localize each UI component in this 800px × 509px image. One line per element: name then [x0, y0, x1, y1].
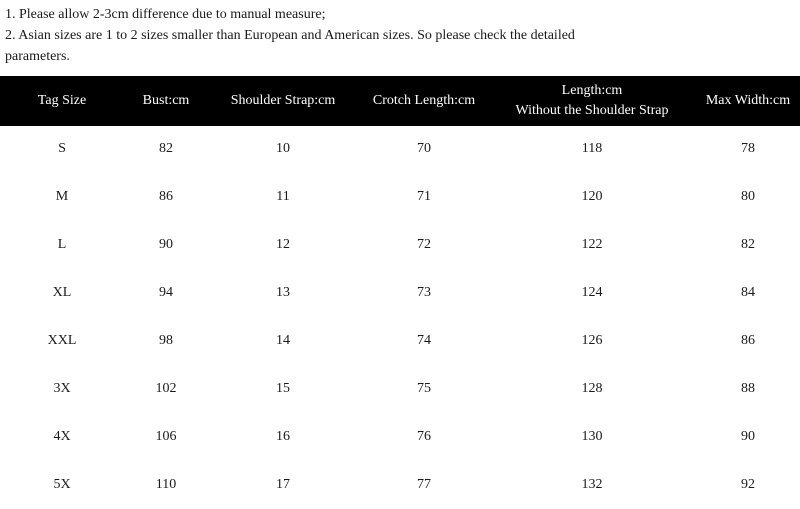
- cell-max-width: 90: [741, 429, 755, 444]
- table-row: [0, 317, 800, 365]
- note-line-2: 2. Asian sizes are 1 to 2 sizes smaller than European and American sizes. So please check the detailed: [5, 28, 575, 43]
- table-row: [0, 413, 800, 461]
- cell-shoulder-strap: 16: [276, 429, 290, 444]
- cell-shoulder-strap: 15: [276, 381, 290, 396]
- table-row: [0, 125, 800, 173]
- cell-length: 118: [581, 141, 603, 156]
- cell-tag-size: 3X: [53, 381, 71, 396]
- cell-shoulder-strap: 14: [276, 333, 290, 348]
- header-crotch-length: Crotch Length:cm: [372, 93, 476, 108]
- cell-bust: 94: [159, 285, 173, 300]
- cell-crotch-length: 77: [417, 477, 431, 492]
- header-length-line-1: Length:cm: [561, 83, 623, 98]
- header-length: [502, 76, 682, 126]
- cell-bust: 102: [155, 381, 177, 396]
- cell-crotch-length: 76: [417, 429, 431, 444]
- header-shoulder-strap: Shoulder Strap:cm: [230, 93, 336, 108]
- cell-shoulder-strap: 13: [276, 285, 290, 300]
- note-line-1: 1. Please allow 2-3cm difference due to manual measure;: [5, 7, 326, 22]
- cell-tag-size: L: [57, 237, 67, 252]
- cell-length: 132: [581, 477, 603, 492]
- cell-tag-size: S: [58, 141, 66, 156]
- cell-crotch-length: 71: [417, 189, 431, 204]
- table-row: [0, 221, 800, 269]
- cell-max-width: 86: [741, 333, 755, 348]
- cell-tag-size: 4X: [53, 429, 71, 444]
- cell-tag-size: XXL: [47, 333, 77, 348]
- cell-bust: 98: [159, 333, 173, 348]
- cell-tag-size: M: [55, 189, 69, 204]
- size-table-header: [0, 76, 800, 126]
- cell-shoulder-strap: 10: [276, 141, 290, 156]
- cell-bust: 90: [159, 237, 173, 252]
- cell-max-width: 92: [741, 477, 755, 492]
- note-line-3: parameters.: [5, 49, 70, 64]
- cell-max-width: 78: [741, 141, 755, 156]
- cell-length: 128: [581, 381, 603, 396]
- cell-length: 124: [581, 285, 603, 300]
- cell-bust: 82: [159, 141, 173, 156]
- cell-length: 120: [581, 189, 603, 204]
- header-max-width: Max Width:cm: [705, 93, 791, 108]
- size-notes: [5, 4, 795, 67]
- table-row: [0, 269, 800, 317]
- table-row: [0, 365, 800, 413]
- header-length-line-2: Without the Shoulder Strap: [515, 103, 669, 118]
- cell-max-width: 80: [741, 189, 755, 204]
- cell-length: 122: [581, 237, 603, 252]
- header-bust: Bust:cm: [142, 93, 190, 108]
- cell-max-width: 84: [741, 285, 755, 300]
- cell-shoulder-strap: 17: [276, 477, 290, 492]
- cell-tag-size: XL: [52, 285, 72, 300]
- cell-tag-size: 5X: [53, 477, 71, 492]
- cell-bust: 86: [159, 189, 173, 204]
- cell-crotch-length: 73: [417, 285, 431, 300]
- cell-length: 126: [581, 333, 603, 348]
- header-tag-size: Tag Size: [37, 93, 87, 108]
- cell-shoulder-strap: 11: [276, 189, 290, 204]
- cell-crotch-length: 70: [417, 141, 431, 156]
- cell-max-width: 82: [741, 237, 755, 252]
- cell-shoulder-strap: 12: [276, 237, 290, 252]
- cell-bust: 110: [155, 477, 177, 492]
- cell-length: 130: [581, 429, 603, 444]
- cell-bust: 106: [155, 429, 177, 444]
- cell-crotch-length: 74: [417, 333, 431, 348]
- table-row: [0, 173, 800, 221]
- cell-crotch-length: 72: [417, 237, 431, 252]
- cell-crotch-length: 75: [417, 381, 431, 396]
- cell-max-width: 88: [741, 381, 755, 396]
